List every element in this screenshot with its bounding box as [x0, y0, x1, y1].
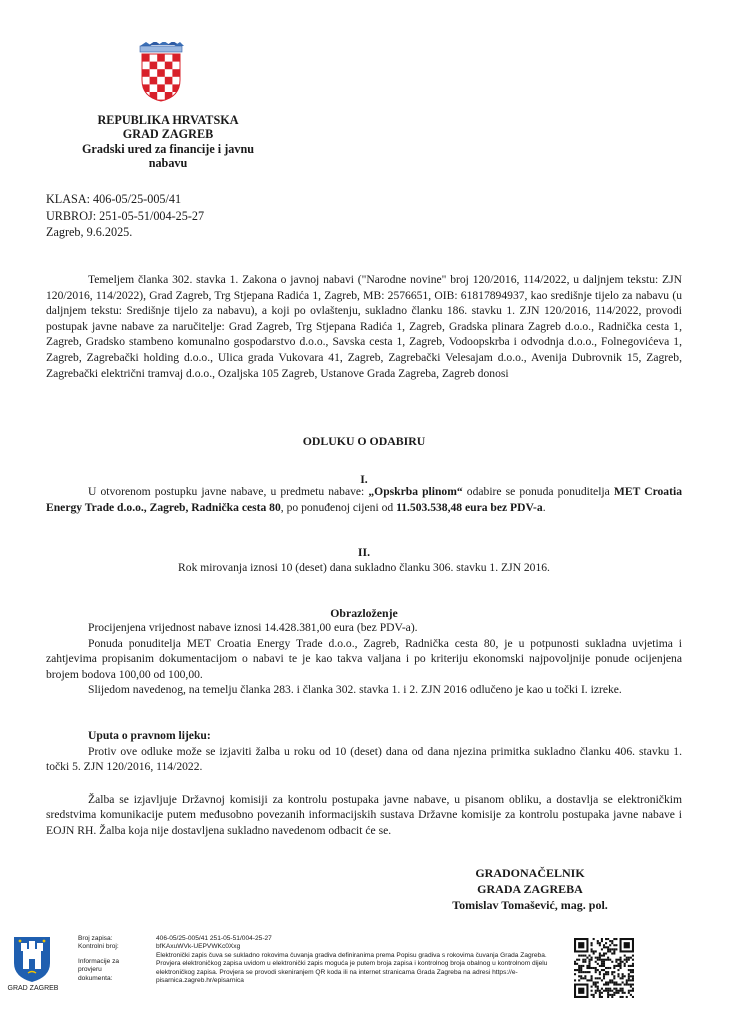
- reasoning-conclusion: Slijedom navedenog, na temelju članka 283. i članka 302. stavka 1. i 2. ZJN 2016 odlučeno je kao u točki I. izreke.: [88, 683, 622, 697]
- section-1-text-d: .: [542, 500, 546, 514]
- footer-values: [156, 935, 556, 985]
- reasoning-estimate: Procijenjena vrijednost nabave iznosi 14.428.381,00 eura (bez PDV-a).: [88, 621, 418, 634]
- reasoning-evaluation: Ponuda ponuditelja MET Croatia Energy Trade d.o.o., Zagreb, Radnička cesta 80, je u potpunosti sukladna uvjetima i zahtjevima propisanim dokumentacijom o nabavi te je kao takva valjana i po kriteriju ekonomski najpovoljnije ponude ocijenjena brojem bodova 100,00 od 100,00.: [46, 636, 682, 681]
- signature-title: GRADONAČELNIK: [475, 866, 585, 880]
- offered-price: 11.503.538,48 eura bez PDV-a: [396, 500, 543, 514]
- decision-title: ODLUKU O ODABIRU: [302, 434, 426, 448]
- footer-record-number: 406-05/25-005/41 251-05-51/004-25-27: [156, 935, 272, 942]
- section-1-text-a: U otvorenom postupku javne nabave, u predmetu nabave:: [88, 485, 369, 498]
- legal-remedy-section: [46, 728, 682, 839]
- klasa: KLASA: 406-05/25-005/41: [46, 192, 182, 206]
- standstill-text: Rok mirovanja iznosi 10 (deset) dana sukladno članku 306. stavku 1. ZJN 2016.: [178, 561, 550, 574]
- header-city: GRAD ZAGREB: [122, 127, 214, 141]
- section-1-text-c: , po ponuđenoj cijeni od: [280, 500, 397, 514]
- footer-verification-info: Elektronički zapis čuva se sukladno rokovima čuvanja gradiva definiranima prema Popisu gradiva s rokovima čuvanja Grada Zagreba. Provjera elektroničkog zapisa uvidom u elektronički zapis moguća je putem broja zapisa i kontrolnog broja obalnog u kontrolnom dijelu elektroničkog zapisa. Provjera se provodi skeniranjem QR koda ili na internet stranicama Grada Zagreba na adresi https://e-pisarnica.zagreb.hr/episarnica: [156, 951, 548, 985]
- footer-control-number: bfKAxuWVk-UEPVWKc0Xxg: [156, 943, 241, 951]
- intro-text: Temeljem članka 302. stavka 1. Zakona o javnoj nabavi ("Narodne novine" broj 120/2016, 114/2022, u daljnjem tekstu: ZJN 120/2016, 114/2022), Grad Zagreb, Trg Stjepana Radića 1, Zagreb, MB: 2576651, OIB: 61817894937, kao središnje tijelo za nabavu (u daljnjem tekstu: Središnje tijelo za nabavu), a koji po ovlaštenju, sukladno članku 186. stavku 1. ZJN 120/2016, 114/2022, provodi postupak javne nabave za naručitelje: Grad Zagreb, Trg Stjepana Radića 1, Zagreb, Gradska plinara Zagreb d.o.o., Radnička cesta 1, Zagreb, Gradsko stambeno komunalno gospodarstvo d.o.o., Savska cesta 1, Zagreb, Vodoopskrba i odvodnja d.o.o., Folnegovićeva 1, Zagreb, Zagrebački holding d.o.o., Ulica grada Vukovara 41, Zagreb, Zagrebački Velesajam d.o.o., Avenija Dubrovnik 15, Zagreb, Zagrebački električni tramvaj d.o.o., Ozaljska 105 Zagreb, Ustanove Grada Zagreba, Zagreb donosi: [46, 273, 682, 380]
- croatian-coat-of-arms-icon: [136, 42, 186, 102]
- appeal-text: Žalba se izjavljuje Državnoj komisiji za kontrolu postupaka javne nabave, u pisanom obliku, a dostavlja se elektroničkim sredstvima komunikacije putem međusobno povezanih informacijskih sustava Državne komisije za kontrolu postupaka javne nabave i EOJN RH. Žalba koja nije dostavljena sukladno navedenom odbacit će se.: [46, 792, 682, 837]
- header-office: Gradski ured za financije i javnu: [81, 142, 255, 156]
- header-republic: REPUBLIKA HRVATSKA: [97, 113, 239, 127]
- footer-city-name: GRAD ZAGREB: [7, 985, 59, 992]
- footer-label-info: Informacije za provjeru dokumenta:: [78, 957, 120, 982]
- section-1-paragraph: [46, 484, 682, 515]
- legal-remedy-title: Uputa o pravnom lijeku:: [88, 729, 211, 742]
- zagreb-city-logo-icon: [12, 935, 52, 983]
- section-1-numeral: I.: [360, 472, 368, 486]
- footer-label-record: Broj zapisa:: [78, 935, 113, 942]
- section-2-paragraph: [46, 560, 682, 576]
- section-1-text-b: odabire se ponuda ponuditelja: [462, 485, 614, 498]
- signature-city: GRADA ZAGREBA: [477, 882, 583, 896]
- urbroj: URBROJ: 251-05-51/004-25-27: [46, 209, 205, 223]
- selected-bidder: MET Croatia Energy Trade d.o.o., Zagreb, Radnička cesta 80: [46, 485, 682, 514]
- intro-paragraph: [46, 272, 682, 381]
- footer-label-control: Kontrolni broj:: [78, 943, 119, 951]
- reasoning-section: [46, 620, 682, 698]
- qr-code-icon[interactable]: [574, 938, 634, 998]
- place-date: Zagreb, 9.6.2025.: [46, 225, 133, 239]
- header-office-cont: nabavu: [148, 156, 188, 170]
- legal-remedy-text: Protiv ove odluke može se izjaviti žalba u roku od 10 (deset) dana od dana njezina primitka sukladno članku 406. stavku 1. točki 5. ZJN 120/2016, 114/2022.: [46, 744, 682, 774]
- reasoning-title: Obrazloženje: [330, 606, 398, 620]
- footer-labels: [78, 935, 148, 983]
- section-2-numeral: II.: [357, 545, 371, 559]
- procurement-subject: „Opskrba plinom“: [368, 485, 463, 498]
- signature-name: Tomislav Tomašević, mag. pol.: [452, 898, 608, 912]
